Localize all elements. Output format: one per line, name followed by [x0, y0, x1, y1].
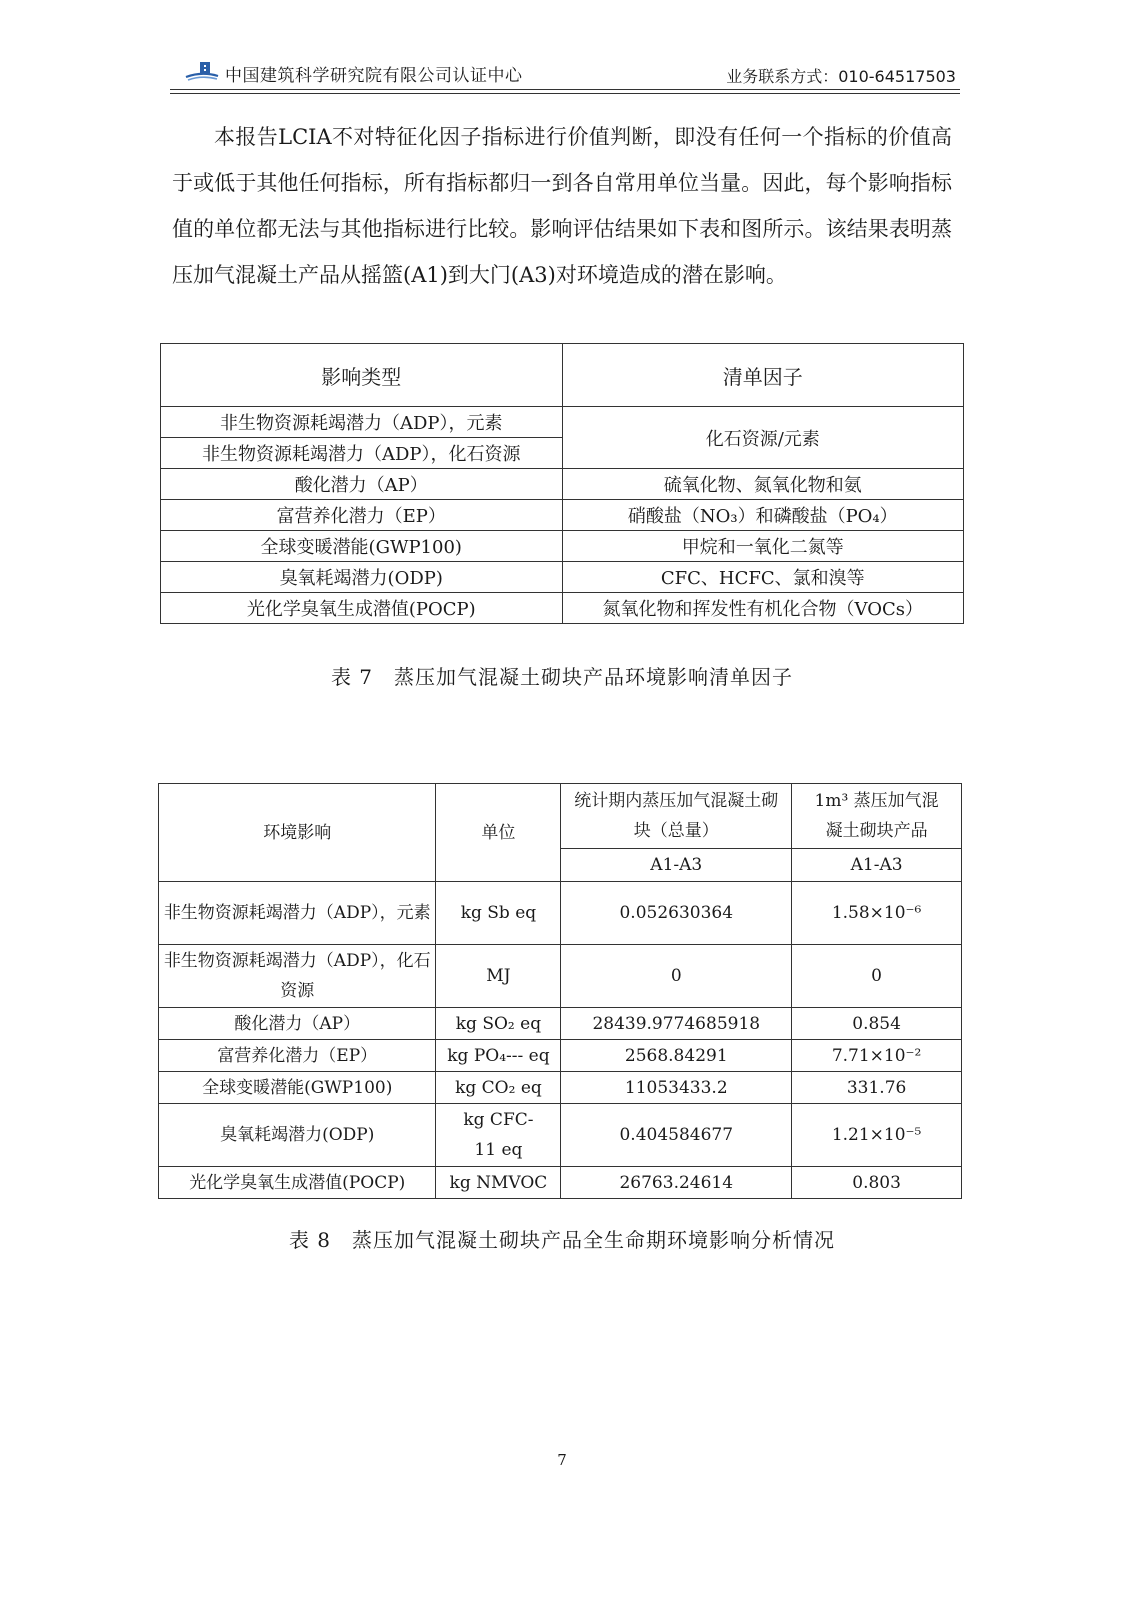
header-per-m3: 1m³ 蒸压加气混凝土砌块产品 — [792, 784, 962, 849]
total-value-cell: 26763.24614 — [561, 1167, 792, 1199]
unit-cell: kg Sb eq — [436, 882, 561, 945]
impact-cell: 非生物资源耗竭潜力（ADP），化石资源 — [159, 945, 436, 1008]
inventory-factor-cell: 甲烷和一氧化二氮等 — [562, 531, 964, 562]
org-name: 中国建筑科学研究院有限公司认证中心 — [225, 66, 523, 86]
intro-paragraph: 本报告LCIA不对特征化因子指标进行价值判断，即没有任何一个指标的价值高于或低于其他任何指标，所有指标都归一到各自常用单位当量。因此，每个影响指标值的单位都无法与其他指标进行比较。影响评估结果如下表和图所示。该结果表明蒸压加气混凝土产品从摇篮(A1)到大门(A3)对环境造成的潜在影响。 — [172, 125, 952, 287]
impact-cell: 富营养化潜力（EP） — [159, 1040, 436, 1072]
unit-cell: kg CFC-11 eq — [436, 1104, 561, 1167]
table-row — [161, 500, 964, 531]
per-m3-value-cell: 0.854 — [792, 1008, 962, 1040]
impact-type-cell: 非生物资源耗竭潜力（ADP），化石资源 — [161, 438, 563, 469]
per-m3-value-cell: 7.71×10⁻² — [792, 1040, 962, 1072]
total-value-cell: 11053433.2 — [561, 1072, 792, 1104]
impact-cell: 非生物资源耗竭潜力（ADP），元素 — [159, 882, 436, 945]
inventory-factor-cell: 氮氧化物和挥发性有机化合物（VOCs） — [562, 593, 964, 624]
per-m3-value-cell: 331.76 — [792, 1072, 962, 1104]
impact-type-cell: 臭氧耗竭潜力(ODP) — [161, 562, 563, 593]
total-value-cell: 0 — [561, 945, 792, 1008]
impact-cell: 酸化潜力（AP） — [159, 1008, 436, 1040]
page-header — [170, 52, 960, 92]
table-row — [159, 1040, 962, 1072]
total-value-cell: 2568.84291 — [561, 1040, 792, 1072]
header-rule — [170, 89, 960, 90]
header-total: 统计期内蒸压加气混凝土砌块（总量） — [561, 784, 792, 849]
impact-type-cell: 光化学臭氧生成潜值(POCP) — [161, 593, 563, 624]
table-7-caption: 表 7 蒸压加气混凝土砌块产品环境影响清单因子 — [330, 665, 794, 689]
company-logo-icon — [184, 60, 220, 82]
unit-cell: MJ — [436, 945, 561, 1008]
unit-cell: kg PO₄--- eq — [436, 1040, 561, 1072]
unit-cell: kg CO₂ eq — [436, 1072, 561, 1104]
impact-type-cell: 全球变暖潜能(GWP100) — [161, 531, 563, 562]
header-unit: 单位 — [436, 784, 561, 882]
table-header-row — [159, 784, 962, 849]
table-row — [159, 1008, 962, 1040]
unit-cell: kg NMVOC — [436, 1167, 561, 1199]
header-impact-type: 影响类型 — [161, 344, 563, 407]
impact-cell: 全球变暖潜能(GWP100) — [159, 1072, 436, 1104]
table-row — [159, 882, 962, 945]
unit-cell: kg SO₂ eq — [436, 1008, 561, 1040]
table-row — [161, 593, 964, 624]
inventory-factor-cell: 硫氧化物、氮氧化物和氨 — [562, 469, 964, 500]
header-inventory-factor: 清单因子 — [562, 344, 964, 407]
per-m3-value-cell: 0.803 — [792, 1167, 962, 1199]
impact-cell: 光化学臭氧生成潜值(POCP) — [159, 1167, 436, 1199]
table-row — [159, 945, 962, 1008]
table-8-caption: 表 8 蒸压加气混凝土砌块产品全生命期环境影响分析情况 — [288, 1228, 836, 1252]
header-stage: A1-A3 — [561, 849, 792, 882]
inventory-factor-cell: CFC、HCFC、氯和溴等 — [562, 562, 964, 593]
impact-type-cell: 富营养化潜力（EP） — [161, 500, 563, 531]
per-m3-value-cell: 0 — [792, 945, 962, 1008]
header-impact: 环境影响 — [159, 784, 436, 882]
table-row — [159, 1072, 962, 1104]
impact-type-cell: 酸化潜力（AP） — [161, 469, 563, 500]
total-value-cell: 0.052630364 — [561, 882, 792, 945]
table-8 — [158, 783, 962, 1199]
per-m3-value-cell: 1.21×10⁻⁵ — [792, 1104, 962, 1167]
table-header-row — [161, 344, 964, 407]
table-row — [161, 562, 964, 593]
table-row — [161, 531, 964, 562]
impact-type-cell: 非生物资源耗竭潜力（ADP），元素 — [161, 407, 563, 438]
inventory-factor-cell: 硝酸盐（NO₃）和磷酸盐（PO₄） — [562, 500, 964, 531]
table-row — [161, 407, 964, 438]
total-value-cell: 0.404584677 — [561, 1104, 792, 1167]
contact-info: 业务联系方式：010-64517503 — [726, 67, 956, 86]
per-m3-value-cell: 1.58×10⁻⁶ — [792, 882, 962, 945]
inventory-factor-cell: 化石资源/元素 — [562, 407, 964, 469]
table-row — [159, 1167, 962, 1199]
table-row — [161, 469, 964, 500]
page-number: 7 — [557, 1451, 567, 1469]
table-7 — [160, 343, 964, 624]
table-row — [159, 1104, 962, 1167]
header-rule-thin — [170, 93, 960, 94]
impact-cell: 臭氧耗竭潜力(ODP) — [159, 1104, 436, 1167]
header-stage: A1-A3 — [792, 849, 962, 882]
total-value-cell: 28439.9774685918 — [561, 1008, 792, 1040]
